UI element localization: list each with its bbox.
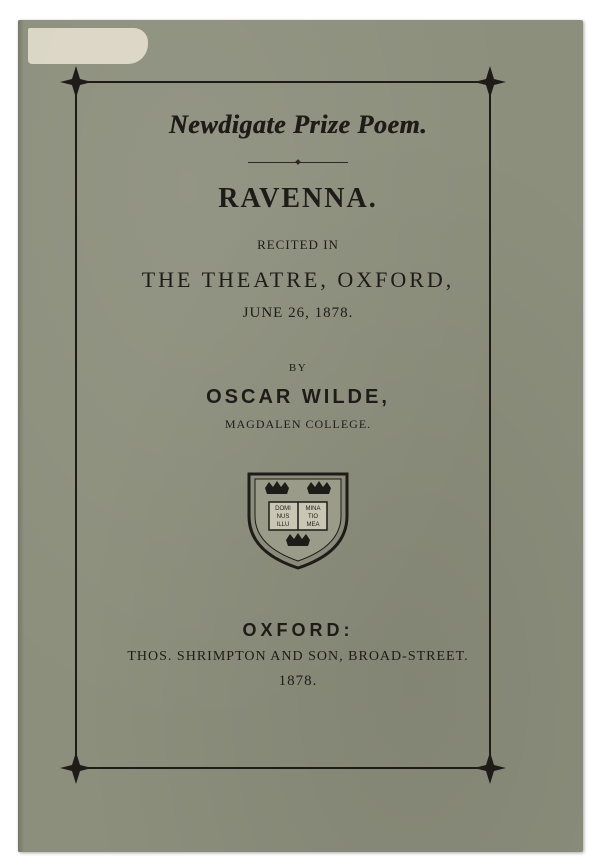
poem-title: RAVENNA. <box>218 183 378 214</box>
prize-heading: Newdigate Prize Poem. <box>168 110 428 139</box>
imprint-publisher: THOS. SHRIMPTON AND SON, BROAD-STREET. <box>127 649 469 664</box>
oxford-university-arms-icon <box>243 470 353 570</box>
imprint-place: OXFORD: <box>242 620 354 640</box>
college-line: MAGDALEN COLLEGE. <box>224 417 372 431</box>
book-text-2: NUS <box>276 514 290 520</box>
book-text-3: ILLU <box>276 522 290 528</box>
imprint-year: 1878. <box>278 673 318 689</box>
book-text-6: MEA <box>306 522 320 528</box>
venue-line: THE THEATRE, OXFORD, <box>141 267 455 292</box>
date-line: JUNE 26, 1878. <box>242 305 354 321</box>
book-text-1: DOMI <box>275 506 291 512</box>
book-cover <box>18 20 583 852</box>
book-text-4: MINA <box>305 506 321 512</box>
divider-rule <box>248 162 348 163</box>
author-name: OSCAR WILDE, <box>206 386 390 408</box>
recited-line: RECITED IN <box>257 237 339 252</box>
book-text-5: TIO <box>308 514 318 520</box>
cover-text <box>88 110 508 690</box>
by-line: BY <box>288 362 308 374</box>
